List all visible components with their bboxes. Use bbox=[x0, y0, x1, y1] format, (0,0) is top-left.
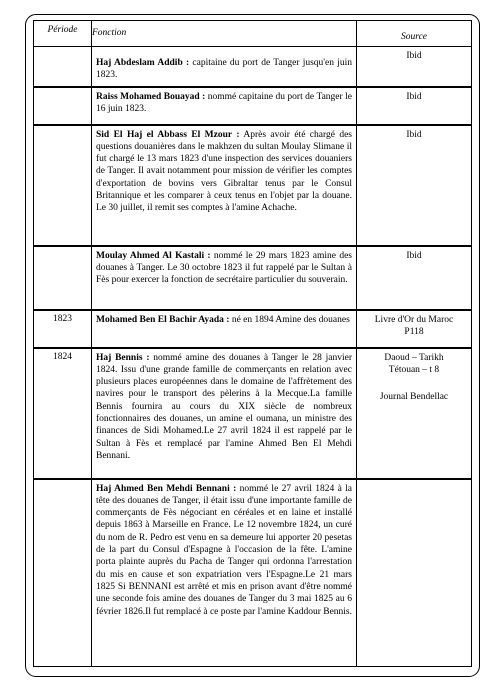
fonction-cell bbox=[92, 310, 357, 348]
source-cell bbox=[357, 348, 472, 479]
source-line: Journal Bendellac bbox=[379, 391, 449, 402]
source-line: Ibid bbox=[406, 91, 422, 102]
periode-cell: 1824 bbox=[34, 348, 92, 479]
periode-cell bbox=[34, 479, 92, 667]
official-name: Haj Abdeslam Addib : bbox=[96, 58, 190, 68]
fonction-cell bbox=[92, 87, 357, 125]
source-line: Ibid bbox=[406, 51, 422, 61]
official-name: Mohamed Ben El Bachir Ayada : bbox=[96, 314, 230, 325]
official-name: Sid El Haj el Abbass El Mzour : bbox=[96, 129, 240, 140]
official-description: nommé le 27 avril 1824 à la tête des douanes de Tanger, il était issu d'une importante famille de commerçants de Fès négociant en céréales et en laine et installé depuis 1863 à Marseille en France. Le 12 novembre 1824, un curé du nom de R. Pedro est venu en sa demeure lui apporter 20 pesetas de la part du Consul d'Espagne à l'occasion de la fête. L'amine porta plainte auprès du Pacha de Tanger qui ordonna l'arrestation du mis en cause et son expatriation vers l'Espagne.Le 21 mars 1825 Si BENNANI est arrêté et mis en prison avant d'être nommé une seconde fois amine des douanes de Tanger du 3 mai 1825 au 6 février 1826.Il fut remplacé à ce poste par l'amine Kaddour Bennis. bbox=[96, 483, 353, 617]
source-cell bbox=[357, 47, 472, 87]
fonction-cell bbox=[92, 479, 357, 667]
source-cell bbox=[357, 246, 472, 310]
fonction-cell bbox=[92, 348, 357, 479]
official-name: Haj Ahmed Ben Mehdi Bennani : bbox=[96, 483, 237, 494]
table-row bbox=[34, 348, 472, 479]
header-row bbox=[34, 21, 472, 47]
periode-cell bbox=[34, 87, 92, 125]
fonction-cell bbox=[92, 246, 357, 310]
source-cell bbox=[357, 479, 472, 667]
table-row bbox=[34, 310, 472, 348]
periode-cell bbox=[34, 125, 92, 246]
official-description: nommé amine des douanes à Tanger le 28 janvier 1824. Issu d'une grande famille de commerçants en relation avec plusieurs places européennes dans le domaine de l'affrètement des navires pour le transport des pèlerins à la Mecque.La famille Bennis fournira au cours du XIX siècle de nombreux fonctionnaires des douanes, un amine el oumana, un ministre des finances de Sidi Mohamed.Le 27 avril 1824 il est rappelé par le Sultan à Fès et remplacé par l'amine Ahmed Ben El Mehdi Bennani. bbox=[96, 352, 352, 461]
header-periode: Période bbox=[34, 21, 92, 47]
table-row bbox=[34, 479, 472, 667]
table-row bbox=[34, 47, 472, 87]
source-line: Ibid bbox=[406, 129, 422, 140]
header-source: Source bbox=[357, 21, 472, 47]
source-cell bbox=[357, 87, 472, 125]
table-row bbox=[34, 87, 472, 125]
official-name: Raiss Mohamed Bouayad : bbox=[96, 91, 206, 102]
source-line: P118 bbox=[404, 327, 424, 338]
source-line: Ibid bbox=[406, 250, 422, 261]
official-name: Moulay Ahmed Al Kastali : bbox=[96, 250, 211, 261]
official-description: nommé capitaine du port de Tanger le 16 juin 1823. bbox=[96, 91, 352, 114]
source-spacer bbox=[361, 377, 467, 391]
official-description: Après avoir été chargé des questions douanières dans le makhzen du sultan Moulay Slimane il fut chargé le 13 mars 1823 d'une inspection des services douaniers de Tanger. Il avait notamment pour mission de vérifier les comptes d'exportation de bovins vers Gibraltar tenus par le Consul Britannique et les comparer à ceux tenus en l'objet par la douane. Le 30 juillet, il remit ses comptes à l'amine Achache. bbox=[96, 129, 352, 214]
fonction-cell bbox=[92, 47, 357, 87]
source-cell bbox=[357, 310, 472, 348]
periode-cell bbox=[34, 246, 92, 310]
official-description: capitaine du port de Tanger jusqu'en juin 1823. bbox=[96, 58, 352, 81]
source-line: Livre d'Or du Maroc bbox=[374, 314, 454, 325]
fonction-cell bbox=[92, 125, 357, 246]
table-row bbox=[34, 246, 472, 310]
periode-cell bbox=[34, 47, 92, 87]
officials-table bbox=[33, 20, 472, 667]
official-description: né en 1894 Amine des douanes bbox=[229, 314, 350, 325]
source-line: Daoud – Tarikh bbox=[384, 352, 444, 363]
header-fonction: Fonction bbox=[92, 21, 357, 47]
source-cell bbox=[357, 125, 472, 246]
table-row bbox=[34, 125, 472, 246]
periode-cell: 1823 bbox=[34, 310, 92, 348]
source-line: Tétouan – t 8 bbox=[388, 365, 440, 376]
official-description: nommé le 29 mars 1823 amine des douanes à Tanger. Le 30 octobre 1823 il fut rappelé par le Sultan à Fès pour exercer la fonction de secrétaire particulier du souverain. bbox=[96, 250, 353, 286]
official-name: Haj Bennis : bbox=[96, 352, 150, 363]
